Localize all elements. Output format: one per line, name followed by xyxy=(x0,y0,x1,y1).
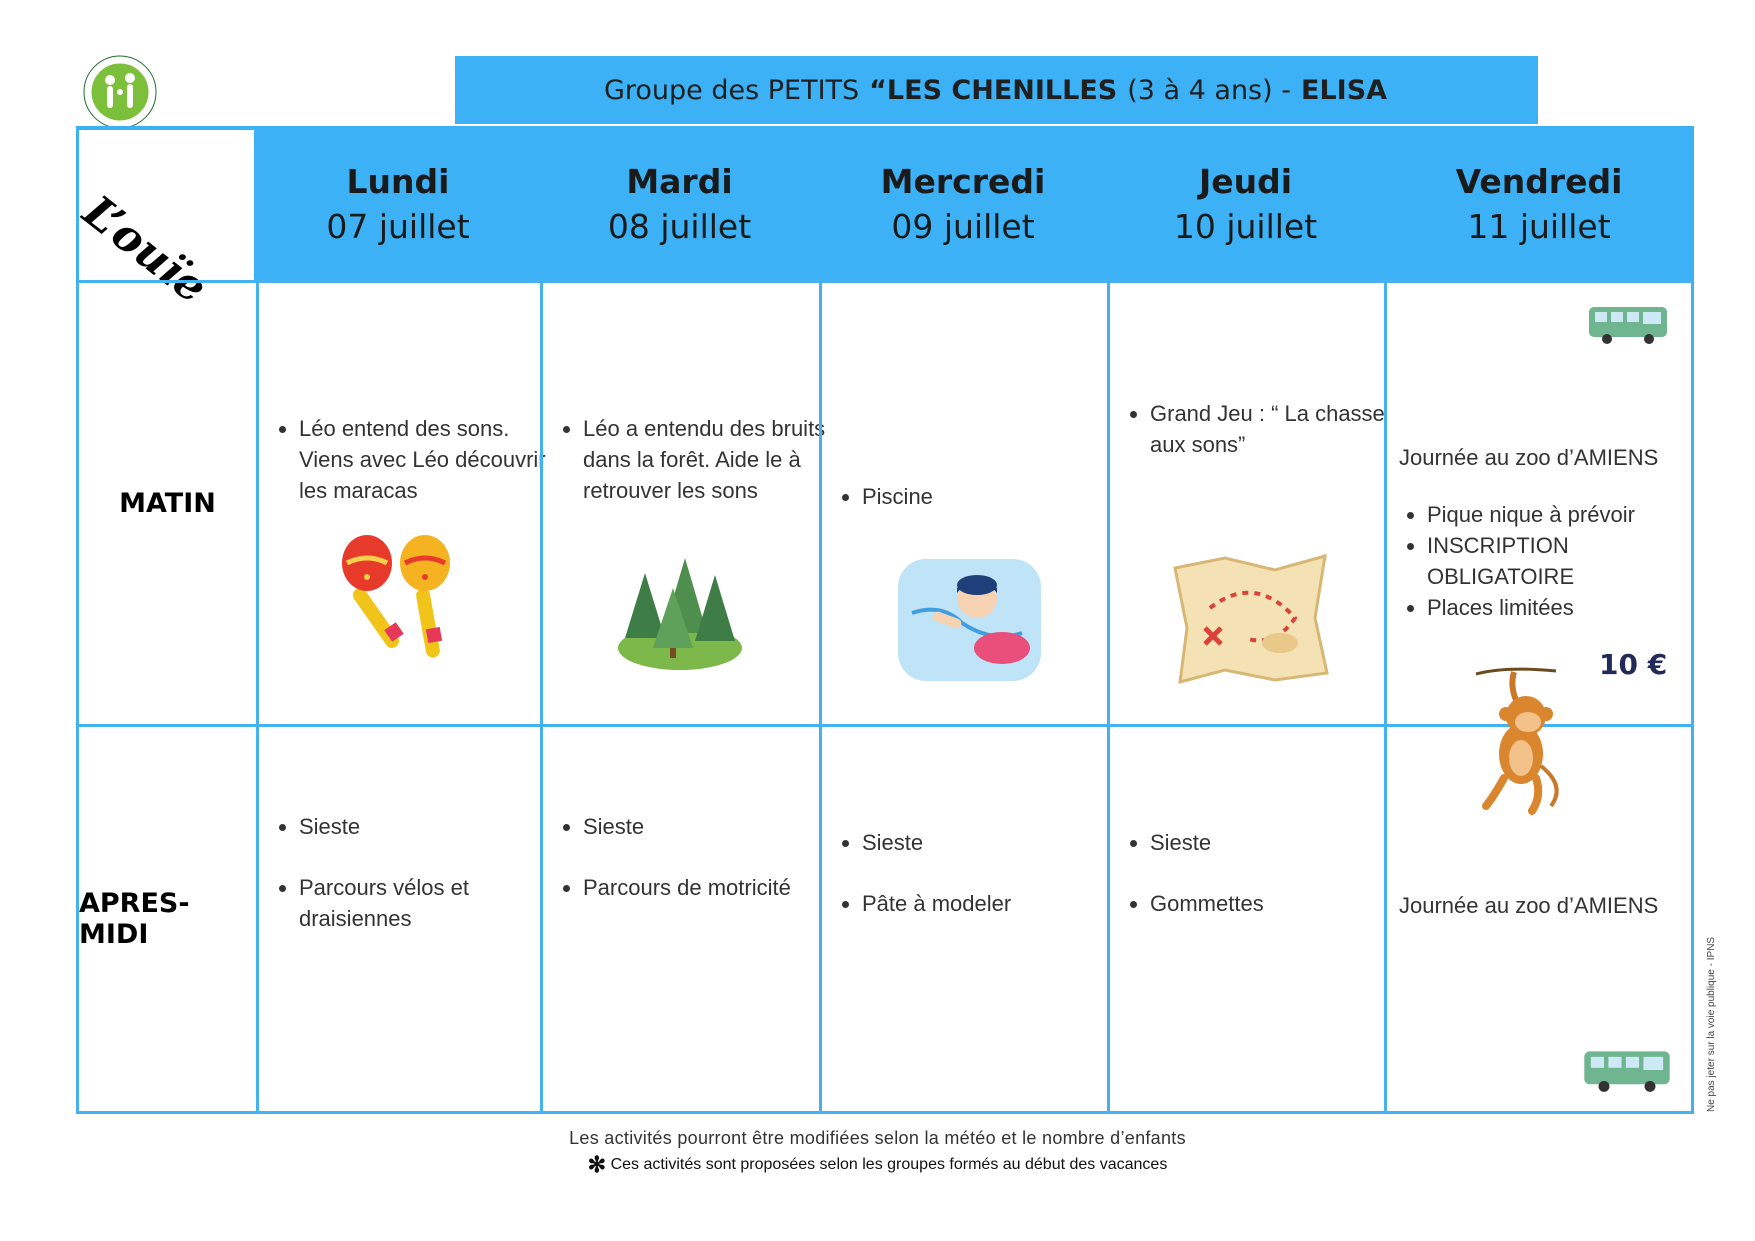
schedule-table xyxy=(73,126,1694,1114)
day-date: 07 juillet xyxy=(326,207,470,246)
monkey-icon xyxy=(1466,666,1576,816)
activity-item: • Léo a entendu des bruits dans la forêt. Aide le à retrouver les sons xyxy=(583,413,833,506)
day-date: 10 juillet xyxy=(1173,207,1318,246)
activity-list xyxy=(561,413,833,506)
activity-item: • Sieste xyxy=(1150,827,1390,858)
cell-thursday-afternoon xyxy=(1107,724,1387,1114)
banner-animator: ELISA xyxy=(1301,74,1388,106)
day-name: Vendredi xyxy=(1455,162,1623,201)
day-header-thursday xyxy=(1107,126,1384,283)
day-header-tuesday xyxy=(540,126,819,283)
row-label-afternoon xyxy=(76,724,259,1114)
activity-list xyxy=(277,811,549,934)
day-name: Mercredi xyxy=(880,162,1046,201)
friday-afternoon-title: Journée au zoo d’AMIENS xyxy=(1399,893,1659,918)
day-date: 09 juillet xyxy=(891,207,1035,246)
activity-list xyxy=(1128,398,1390,460)
banner-name: “LES CHENILLES xyxy=(869,74,1118,106)
bus-icon xyxy=(1587,303,1669,345)
activity-item: • Parcours de motricité xyxy=(583,872,838,903)
activity-item: • Sieste xyxy=(299,811,549,842)
bus-icon xyxy=(1582,1047,1672,1093)
cell-tuesday-morning xyxy=(540,280,826,727)
day-header-monday xyxy=(256,126,540,283)
footer-note-2-text: Ces activités sont proposées selon les groupes formés au début des vacances xyxy=(610,1156,1168,1173)
maracas-icon xyxy=(339,533,469,663)
friday-morning-title: Journée au zoo d’AMIENS xyxy=(1399,445,1659,470)
row-label-morning xyxy=(76,280,259,727)
activity-item: • Sieste xyxy=(862,827,1112,858)
activity-item: • Sieste xyxy=(583,811,838,842)
theme-title: L’ouïe xyxy=(73,186,217,314)
banner-group: Groupe des PETITS xyxy=(603,74,860,106)
footer-note: Les activités pourront être modifiées selon la météo et le nombre d’enfants xyxy=(569,1128,1186,1148)
activity-item: • Piscine xyxy=(862,481,1112,512)
activity-item: • Parcours vélos et draisiennes xyxy=(299,872,549,934)
treasure-map-icon xyxy=(1165,548,1335,688)
vertical-notice: Ne pas jeter sur la voie publique - IPNS xyxy=(1706,936,1717,1112)
activity-item: • Gommettes xyxy=(1150,888,1390,919)
day-name: Mardi xyxy=(626,162,733,201)
day-date: 11 juillet xyxy=(1467,207,1611,246)
cell-friday-morning xyxy=(1384,280,1694,727)
theme-cell xyxy=(73,130,254,314)
day-date: 08 juillet xyxy=(607,207,752,246)
activity-item: • Pâte à modeler xyxy=(862,888,1112,919)
cell-monday-morning xyxy=(256,280,546,727)
price-label: 10 € xyxy=(1599,648,1668,681)
day-header-wednesday xyxy=(819,126,1107,283)
banner-age: (3 à 4 ans) - xyxy=(1127,74,1291,106)
activity-list xyxy=(840,827,1112,919)
asterisk-icon: ✻ xyxy=(587,1152,607,1177)
activity-list xyxy=(561,811,838,903)
day-name: Jeudi xyxy=(1198,162,1293,201)
cell-wednesday-morning xyxy=(819,280,1110,727)
group-banner xyxy=(455,56,1538,124)
swimmer-icon xyxy=(892,553,1047,688)
cell-tuesday-afternoon xyxy=(540,724,822,1114)
row-label-text: MATIN xyxy=(119,488,216,519)
cell-thursday-morning xyxy=(1107,280,1387,727)
activity-list xyxy=(1128,827,1390,919)
cell-monday-afternoon xyxy=(256,724,543,1114)
activity-item: • Pique nique à prévoir xyxy=(1427,499,1687,530)
activity-item: • Léo entend des sons. Viens avec Léo découvrir les maracas xyxy=(299,413,549,506)
activity-list xyxy=(277,413,549,506)
activity-item: • Grand Jeu : “ La chasse aux sons” xyxy=(1150,398,1390,460)
day-name: Lundi xyxy=(346,162,450,201)
activity-item: • Places limitées xyxy=(1427,592,1687,623)
activity-list xyxy=(1405,499,1687,623)
day-header-friday xyxy=(1384,126,1694,283)
activity-list xyxy=(840,481,1112,512)
logo xyxy=(74,46,166,138)
footer-note-2 xyxy=(0,1152,1755,1178)
row-label-text: APRES-MIDI xyxy=(79,888,190,950)
cell-wednesday-afternoon xyxy=(819,724,1110,1114)
activity-item: • INSCRIPTION OBLIGATOIRE xyxy=(1427,530,1687,592)
forest-icon xyxy=(615,553,745,673)
